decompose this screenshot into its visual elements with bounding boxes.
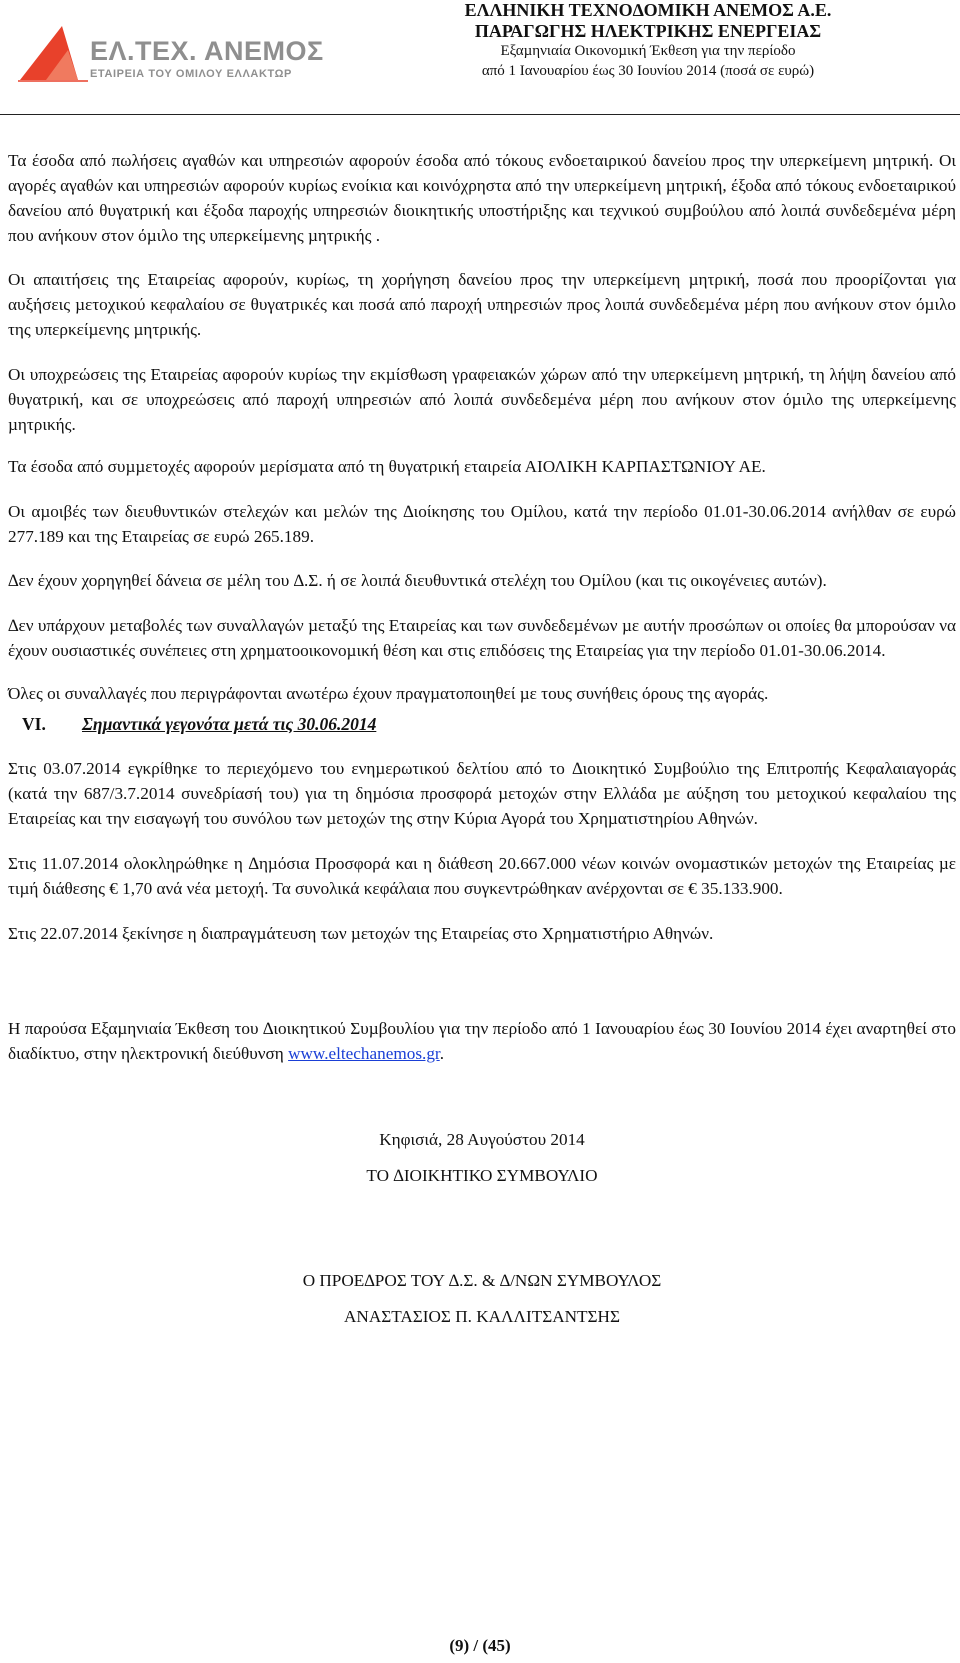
paragraph-revenue: Τα έσοδα από πωλήσεις αγαθών και υπηρεσιών αφορούν έσοδα από τόκους ενδοεταιρικού δανείου προς την υπερκείµενη µητρική. Οι αγορές αγαθών και υπηρεσιών αφορούν κυρίως ενοίκια και κοινόχρηστα από την υπερκείµενη µητρική, έξοδα από τόκους ενδοεταιρικού δανείου από θυγατρική και έξοδα παροχής υπηρεσιών διοικητικής υποστήριξης και τεχνικού συµβούλου από λοιπά συνδεδεµένα µέρη που ανήκουν στον όµιλο της υπερκείµενης µητρικής . (8, 151, 956, 245)
section-number: VI. (22, 714, 46, 734)
paragraph-trading-start: Στις 22.07.2014 ξεκίνησε η διαπραγµάτευση των µετοχών της Εταιρείας στο Χρηµατιστήριο Αθηνών. (8, 924, 714, 943)
signature-name: ΑΝΑΣΤΑΣΙΟΣ Π. ΚΑΛΛΙΤΣΑΝΤΣΗΣ (344, 1307, 620, 1326)
header-divider (0, 114, 960, 115)
company-logo (18, 24, 324, 82)
logo-subtitle: ΕΤΑΙΡΕΙΑ ΤΟΥ ΟΜΙΛΟΥ ΕΛΛΑΚΤΩΡ (90, 68, 292, 80)
paragraph-loans: ∆εν έχουν χορηγηθεί δάνεια σε µέλη του ∆.Σ. ή σε λοιπά διευθυντικά στελέχη του Οµίλου (και τις οικογένειες αυτών). (8, 571, 827, 590)
website-link[interactable]: www.eltechanemos.gr (288, 1044, 440, 1063)
signature-place-date: Κηφισιά, 28 Αυγούστου 2014 (379, 1130, 585, 1149)
page-content (8, 148, 956, 1329)
header-company-info (368, 0, 928, 81)
company-activity: ΠΑΡΑΓΩΓΗΣ ΗΛΕΚΤΡΙΚΗΣ ΕΝΕΡΓΕΙΑΣ (474, 21, 822, 41)
company-name: ΕΛΛΗΝΙΚΗ ΤΕΧΝΟ∆ΟΜΙΚΗ ΑΝΕΜΟΣ Α.Ε. (464, 0, 832, 20)
paragraph-receivables: Οι απαιτήσεις της Εταιρείας αφορούν, κυρίως, τη χορήγηση δανείου προς την υπερκείµενη µητρική, ποσά που προορίζονται για αυξήσεις µετοχικού κεφαλαίου σε θυγατρικές και ποσά από παροχή υπηρεσιών προς λοιπά συνδεδεµένα µέρη που ανήκουν στον όµιλο της υπερκείµενης µητρικής. (8, 270, 956, 339)
report-period: από 1 Ιανουαρίου έως 30 Ιουνίου 2014 (ποσά σε ευρώ) (481, 63, 815, 79)
paragraph-public-offering: Στις 11.07.2014 ολοκληρώθηκε η ∆ηµόσια Προσφορά και η διάθεση 20.667.000 νέων κοινών ονοµαστικών µετοχών της Εταιρείας µε τιµή διάθεσης € 1,70 ανά νέα µετοχή. Τα συνολικά κεφάλαια που συγκεντρώθηκαν ανέρχονται σε € 35.133.900. (8, 854, 956, 898)
logo-triangle-icon (18, 24, 88, 82)
page-number: (9) / (45) (449, 1636, 511, 1655)
report-title: Εξαµηνιαία Οικονοµική Έκθεση για την περίοδο (500, 43, 796, 59)
paragraph-publication (8, 1016, 956, 1066)
paragraph-management-fees: Οι αµοιβές των διευθυντικών στελεχών και µελών της ∆ιοίκησης του Οµίλου, κατά την περίοδο 01.01-30.06.2014 ανήλθαν σε ευρώ 277.189 και της Εταιρείας σε ευρώ 265.189. (8, 502, 956, 546)
paragraph-liabilities: Οι υποχρεώσεις της Εταιρείας αφορούν κυρίως την εκµίσθωση γραφειακών χώρων από την υπερκείµενη µητρική, τη λήψη δανείου από θυγατρική, και σε υποχρεώσεις από παροχή υπηρεσιών από λοιπά συνδεδεµένα µέρη που ανήκουν στον όµιλο της υπερκείµενης µητρικής. (8, 365, 956, 434)
paragraph-market-terms: Όλες οι συναλλαγές που περιγράφονται ανωτέρω έχουν πραγµατοποιηθεί µε τους συνήθεις όρους της αγοράς. (8, 684, 769, 703)
page-header (0, 0, 960, 118)
signature-role: Ο ΠΡΟΕ∆ΡΟΣ ΤΟΥ ∆.Σ. & ∆/ΝΩΝ ΣΥΜΒΟΥΛΟΣ (302, 1271, 662, 1290)
paragraph-dividends: Τα έσοδα από συµµετοχές αφορούν µερίσµατα από τη θυγατρική εταιρεία ΑΙΟΛΙΚΗ ΚΑΡΠΑΣΤΩΝΙΟΥ ΑΕ. (8, 457, 766, 476)
publication-suffix: . (439, 1044, 444, 1063)
section-title: Σηµαντικά γεγονότα µετά τις 30.06.2014 (82, 714, 377, 734)
section-heading (8, 712, 956, 736)
signature-board: ΤΟ ∆ΙΟΙΚΗΤΙΚΟ ΣΥΜΒΟΥΛΙΟ (366, 1166, 598, 1185)
publication-text: Η παρούσα Εξαµηνιαία Έκθεση του ∆ιοικητικού Συµβουλίου για την περίοδο από 1 Ιανουαρίου έως 30 Ιουνίου 2014 έχει αναρτηθεί στο διαδίκτυο, στην ηλεκτρονική διεύθυνση (8, 1019, 956, 1063)
paragraph-transactions: ∆εν υπάρχουν µεταβολές των συναλλαγών µεταξύ της Εταιρείας και των συνδεδεµένων µε αυτήν προσώπων οι οποίες θα µπορούσαν να έχουν ουσιαστικές συνέπειες στη χρηµατοοικονοµική θέση και στις επιδόσεις της Εταιρείας για την περίοδο 01.01-30.06.2014. (8, 616, 956, 660)
logo-name: ΕΛ.ΤΕΧ. ΑΝΕΜΟΣ (90, 36, 324, 66)
paragraph-prospectus: Στις 03.07.2014 εγκρίθηκε το περιεχόµενο του ενηµερωτικού δελτίου από το ∆ιοικητικό Συµβούλιο της Επιτροπής Κεφαλαιαγοράς (κατά την 687/3.7.2014 συνεδρίασή του) για τη δηµόσια προσφορά µετοχών στην Ελλάδα µε αύξηση του µετοχικού κεφαλαίου της Εταιρείας και την εισαγωγή του συνόλου των µετοχών της στην Κύρια Αγορά του Χρηµατιστηρίου Αθηνών. (8, 759, 956, 828)
